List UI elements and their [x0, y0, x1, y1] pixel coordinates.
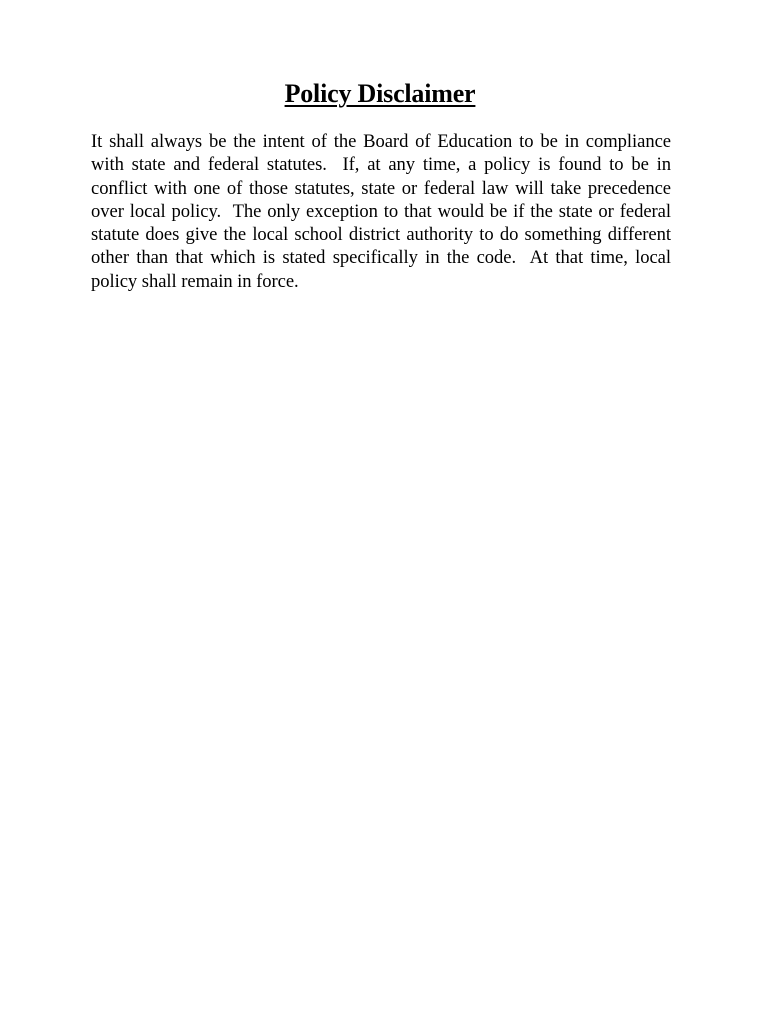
- page-title: Policy Disclaimer: [284, 79, 476, 108]
- disclaimer-paragraph: It shall always be the intent of the Board of Education to be in compliance with state and federal statutes. If, at any time, a policy is found to be in conflict with one of those statutes, state or federal law will take precedence over local policy. The only exception to that would be if the state or federal statute does give the local school district authority to do something different other than that which is stated specifically in the code. At that time, local policy shall remain in force.: [91, 131, 676, 292]
